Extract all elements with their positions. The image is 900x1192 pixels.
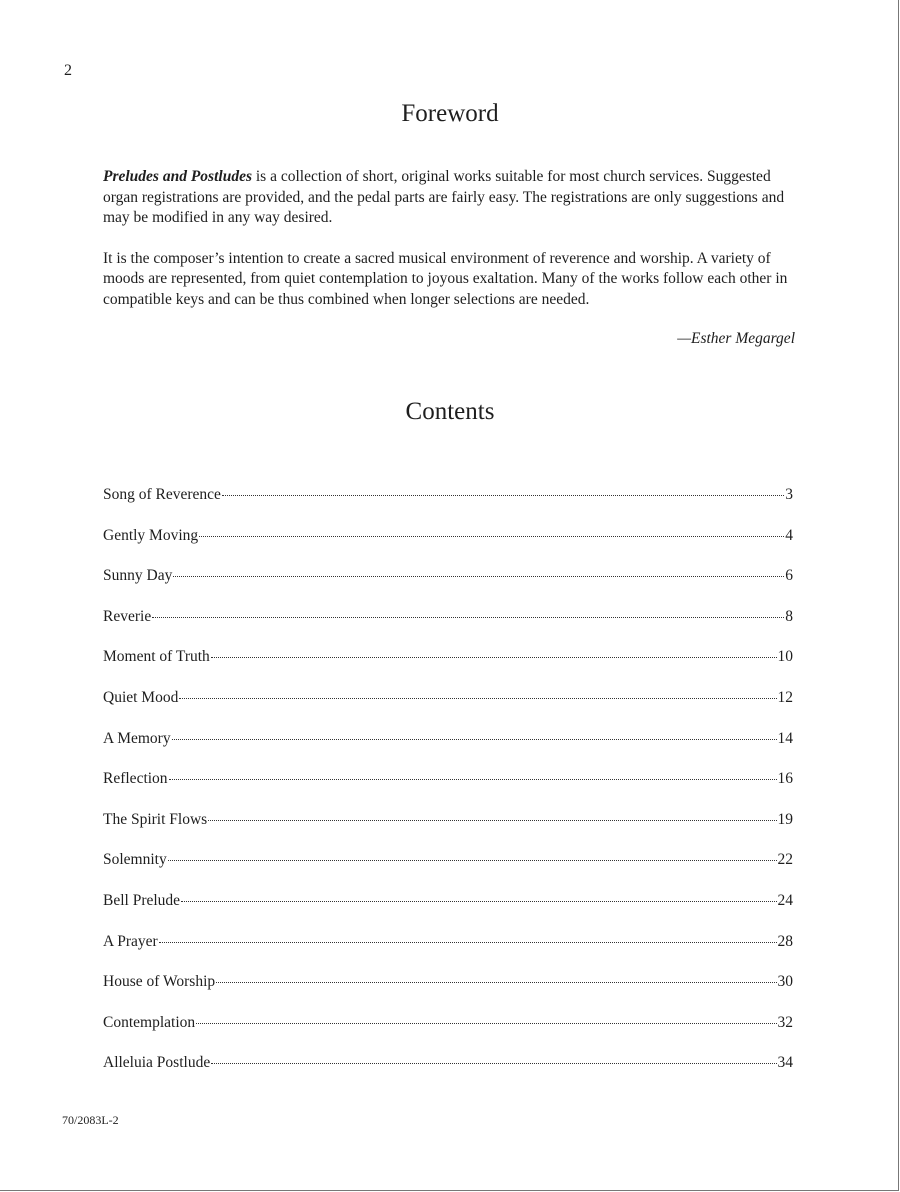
toc-entry bbox=[103, 730, 793, 771]
toc-entry bbox=[103, 567, 793, 608]
toc-entry-title: Gently Moving bbox=[103, 526, 199, 544]
toc-dot-leader bbox=[181, 901, 776, 902]
toc-entry bbox=[103, 689, 793, 730]
book-title: Preludes and Postludes bbox=[103, 168, 252, 185]
toc-entry-page: 16 bbox=[777, 770, 793, 788]
toc-entry-page: 4 bbox=[785, 526, 793, 544]
foreword-title: Foreword bbox=[401, 100, 499, 127]
toc-dot-leader bbox=[211, 657, 777, 658]
foreword-body bbox=[103, 167, 803, 330]
catalog-number: 70/2083L-2 bbox=[62, 1113, 119, 1127]
foreword-signature: —Esther Megargel bbox=[677, 330, 795, 347]
toc-entry-page: 8 bbox=[785, 607, 793, 625]
toc-entry-page: 28 bbox=[777, 932, 793, 950]
toc-entry bbox=[103, 811, 793, 852]
toc-dot-leader bbox=[196, 1023, 776, 1024]
toc-entry-page: 22 bbox=[777, 851, 793, 869]
toc-entry bbox=[103, 1054, 793, 1095]
toc-entry-page: 14 bbox=[777, 729, 793, 747]
toc-entry-page: 24 bbox=[777, 891, 793, 909]
toc-entry-page: 10 bbox=[777, 648, 793, 666]
toc-entry-title: Solemnity bbox=[103, 851, 167, 869]
toc-entry-page: 30 bbox=[777, 973, 793, 991]
toc-dot-leader bbox=[211, 1063, 776, 1064]
toc-entry-title: Moment of Truth bbox=[103, 648, 210, 666]
toc-entry bbox=[103, 933, 793, 974]
toc-entry bbox=[103, 770, 793, 811]
toc-entry-title: Alleluia Postlude bbox=[103, 1054, 211, 1072]
toc-dot-leader bbox=[152, 617, 784, 618]
foreword-paragraph-2: It is the composer’s intention to create a sacred musical environment of reverence and worship. A variety of moods are represented, from quiet contemplation to joyous exaltation. Many of the works follow each other in compatible keys and can be thus combined when longer selections are needed. bbox=[103, 249, 788, 308]
toc-entry-title: Reverie bbox=[103, 607, 152, 625]
foreword-paragraph-1-text: is a collection of short, original works suitable for most church services. Suggested organ registrations are provided, and the pedal parts are fairly easy. The registrations are only suggestions and may be modified in any way desired. bbox=[103, 168, 785, 226]
toc-entry bbox=[103, 892, 793, 933]
toc-entry-page: 6 bbox=[785, 567, 793, 585]
toc-entry-title: Contemplation bbox=[103, 1013, 196, 1031]
toc-dot-leader bbox=[208, 820, 776, 821]
toc-entry bbox=[103, 973, 793, 1014]
toc-entry-title: Bell Prelude bbox=[103, 891, 181, 909]
toc-entry bbox=[103, 851, 793, 892]
toc-entry bbox=[103, 527, 793, 568]
toc-entry-title: Quiet Mood bbox=[103, 688, 179, 706]
toc-dot-leader bbox=[172, 739, 777, 740]
contents-title: Contents bbox=[405, 398, 495, 425]
toc-entry-title: A Memory bbox=[103, 729, 171, 747]
toc-dot-leader bbox=[179, 698, 776, 699]
toc-dot-leader bbox=[168, 860, 777, 861]
toc-entry-title: Reflection bbox=[103, 770, 168, 788]
toc-entry-page: 32 bbox=[777, 1013, 793, 1031]
toc-dot-leader bbox=[222, 495, 784, 496]
toc-entry bbox=[103, 608, 793, 649]
toc-entry-page: 3 bbox=[785, 486, 793, 503]
toc-dot-leader bbox=[159, 942, 777, 943]
toc-entry-title: Sunny Day bbox=[103, 567, 173, 585]
toc-dot-leader bbox=[216, 982, 776, 983]
toc-entry-title: The Spirit Flows bbox=[103, 810, 208, 828]
toc-entry bbox=[103, 1014, 793, 1055]
toc-entry bbox=[103, 486, 793, 527]
toc-entry-page: 12 bbox=[777, 688, 793, 706]
toc-entry-page: 19 bbox=[777, 810, 793, 828]
toc-dot-leader bbox=[199, 536, 784, 537]
toc-entry-page: 34 bbox=[777, 1054, 793, 1072]
foreword-paragraph-1 bbox=[103, 167, 803, 229]
toc-entry-title: House of Worship bbox=[103, 973, 216, 991]
toc-dot-leader bbox=[173, 576, 784, 577]
toc-entry bbox=[103, 648, 793, 689]
toc-dot-leader bbox=[169, 779, 777, 780]
page-number: 2 bbox=[64, 62, 72, 79]
toc-entry-title: A Prayer bbox=[103, 932, 158, 950]
table-of-contents bbox=[103, 486, 793, 1095]
toc-entry-title: Song of Reverence bbox=[103, 486, 221, 503]
